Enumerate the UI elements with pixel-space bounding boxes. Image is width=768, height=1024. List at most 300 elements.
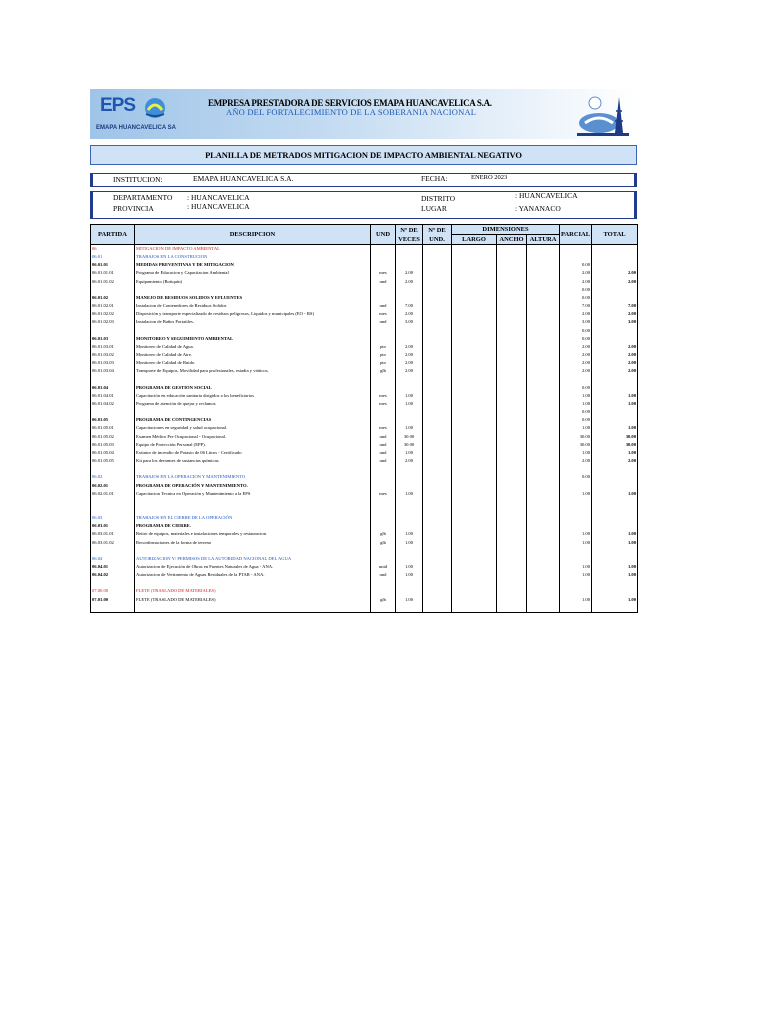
ancho-cell	[497, 441, 527, 449]
altura-cell	[527, 351, 560, 359]
table-row	[91, 571, 638, 579]
n-und-cell	[423, 498, 452, 506]
descripcion-cell: Transporte de Equipos, Movilidad para profesionales, estadia y viáticos.	[135, 367, 371, 375]
total-cell: 1.00	[592, 539, 638, 547]
distrito-label: DISTRITO	[421, 194, 456, 203]
tower-emblem-icon	[575, 93, 633, 137]
descripcion-cell: TRABAJOS EN LA CONSTRUCION	[135, 253, 371, 261]
und-cell	[371, 506, 396, 514]
largo-cell	[452, 286, 497, 294]
largo-cell	[452, 490, 497, 498]
n-veces-cell	[396, 482, 423, 490]
descripcion-cell	[135, 376, 371, 384]
largo-cell	[452, 547, 497, 555]
descripcion-cell: Monitoreo de Calidad de Ruido.	[135, 359, 371, 367]
n-und-cell	[423, 278, 452, 286]
table-row	[91, 302, 638, 310]
n-und-cell	[423, 441, 452, 449]
n-veces-cell	[396, 261, 423, 269]
n-und-cell	[423, 457, 452, 465]
largo-cell	[452, 506, 497, 514]
table-row	[91, 269, 638, 277]
total-cell: 2.00	[592, 359, 638, 367]
und-cell: unid	[371, 563, 396, 571]
parcial-cell	[560, 245, 592, 254]
provincia-value: : HUANCAVELICA	[187, 202, 250, 211]
n-und-cell	[423, 587, 452, 595]
water-drop-icon	[140, 96, 170, 120]
descripcion-cell	[135, 604, 371, 613]
ancho-cell	[497, 424, 527, 432]
und-cell: und	[371, 318, 396, 326]
table-row	[91, 359, 638, 367]
largo-cell	[452, 555, 497, 563]
ancho-cell	[497, 376, 527, 384]
largo-cell	[452, 359, 497, 367]
table-row	[91, 530, 638, 538]
n-veces-cell: 2.00	[396, 359, 423, 367]
partida-cell: 06.04.01	[91, 563, 135, 571]
ancho-cell	[497, 416, 527, 424]
largo-cell	[452, 530, 497, 538]
und-cell	[371, 465, 396, 473]
und-cell: glb	[371, 367, 396, 375]
partida-cell: 06.01.05.02	[91, 433, 135, 441]
partida-cell: 06.01.03.03	[91, 359, 135, 367]
parcial-cell	[560, 587, 592, 595]
partida-cell: 06.01.03.02	[91, 351, 135, 359]
total-cell	[592, 245, 638, 254]
und-cell	[371, 335, 396, 343]
parcial-cell	[560, 465, 592, 473]
table-row	[91, 473, 638, 481]
lugar-label: LUGAR	[421, 204, 447, 213]
n-und-cell	[423, 286, 452, 294]
table-row	[91, 424, 638, 432]
n-veces-cell	[396, 327, 423, 335]
total-cell	[592, 579, 638, 587]
parcial-cell: 0.00	[560, 335, 592, 343]
altura-cell	[527, 522, 560, 530]
ancho-cell	[497, 343, 527, 351]
altura-cell	[527, 310, 560, 318]
descripcion-cell: PROGRAMA DE GESTION SOCIAL	[135, 384, 371, 392]
n-und-cell	[423, 449, 452, 457]
altura-cell	[527, 416, 560, 424]
partida-cell: 06.01.02.03	[91, 318, 135, 326]
und-cell: mes	[371, 269, 396, 277]
table-row	[91, 367, 638, 375]
altura-cell	[527, 318, 560, 326]
total-cell	[592, 327, 638, 335]
largo-cell	[452, 571, 497, 579]
col-descripcion: DESCRIPCION	[135, 225, 371, 245]
ancho-cell	[497, 359, 527, 367]
altura-cell	[527, 367, 560, 375]
table-body	[91, 245, 638, 613]
und-cell	[371, 498, 396, 506]
largo-cell	[452, 457, 497, 465]
total-cell	[592, 498, 638, 506]
und-cell	[371, 408, 396, 416]
largo-cell	[452, 596, 497, 604]
descripcion-cell: Equipamiento (Botiquín)	[135, 278, 371, 286]
altura-cell	[527, 359, 560, 367]
table-row	[91, 416, 638, 424]
parcial-cell	[560, 547, 592, 555]
und-cell: und	[371, 571, 396, 579]
largo-cell	[452, 269, 497, 277]
table-row	[91, 261, 638, 269]
partida-cell: 06.03	[91, 514, 135, 522]
altura-cell	[527, 400, 560, 408]
n-veces-cell: 2.00	[396, 367, 423, 375]
partida-cell: 06.01.05.01	[91, 424, 135, 432]
n-und-cell	[423, 392, 452, 400]
parcial-cell: 2.00	[560, 343, 592, 351]
col-total: TOTAL	[592, 225, 638, 245]
n-und-cell	[423, 433, 452, 441]
regional-emblem	[575, 93, 633, 137]
table-row	[91, 457, 638, 465]
und-cell	[371, 482, 396, 490]
n-und-cell	[423, 261, 452, 269]
table-row	[91, 498, 638, 506]
ancho-cell	[497, 392, 527, 400]
n-und-cell	[423, 376, 452, 384]
parcial-cell: 0.00	[560, 408, 592, 416]
und-cell: und	[371, 441, 396, 449]
parcial-cell	[560, 482, 592, 490]
partida-cell: 06	[91, 245, 135, 254]
ancho-cell	[497, 522, 527, 530]
parcial-cell	[560, 498, 592, 506]
parcial-cell: 0.00	[560, 261, 592, 269]
provincia-label: PROVINCIA	[113, 204, 154, 213]
n-und-cell	[423, 571, 452, 579]
partida-cell: 07.00.00	[91, 587, 135, 595]
ancho-cell	[497, 579, 527, 587]
parcial-cell: 1.00	[560, 596, 592, 604]
descripcion-cell: Autorizacion de Ejecución de Obras en Fuentes Naturales de Agua - ANA.	[135, 563, 371, 571]
n-und-cell	[423, 604, 452, 613]
n-und-cell	[423, 522, 452, 530]
eps-logo-text: EPS	[100, 95, 136, 116]
largo-cell	[452, 367, 497, 375]
total-cell	[592, 514, 638, 522]
location-block	[90, 191, 637, 219]
und-cell	[371, 547, 396, 555]
table-row	[91, 449, 638, 457]
parcial-cell: 0.00	[560, 384, 592, 392]
descripcion-cell: MONITOREO Y SEGUIMIENTO AMBIENTAL	[135, 335, 371, 343]
table-row	[91, 392, 638, 400]
parcial-cell: 0.00	[560, 473, 592, 481]
und-cell: und	[371, 302, 396, 310]
descripcion-cell: TRABAJOS EN LA OPERACION Y MANTENIMIENTO	[135, 473, 371, 481]
table-row	[91, 376, 638, 384]
und-cell: pto	[371, 351, 396, 359]
n-veces-cell	[396, 498, 423, 506]
parcial-cell: 1.00	[560, 392, 592, 400]
table-row	[91, 555, 638, 563]
total-cell: 2.00	[592, 343, 638, 351]
altura-cell	[527, 563, 560, 571]
table-row	[91, 522, 638, 530]
n-veces-cell: 1.00	[396, 449, 423, 457]
n-und-cell	[423, 514, 452, 522]
institucion-value: EMAPA HUANCAVELICA S.A.	[193, 174, 294, 183]
descripcion-cell: Instalacion de Baños Portatiles.	[135, 318, 371, 326]
n-und-cell	[423, 367, 452, 375]
total-cell	[592, 465, 638, 473]
parcial-cell	[560, 506, 592, 514]
parcial-cell	[560, 579, 592, 587]
altura-cell	[527, 408, 560, 416]
und-cell	[371, 579, 396, 587]
descripcion-cell: Monitoreo de Calidad de Agua.	[135, 343, 371, 351]
table-row	[91, 343, 638, 351]
n-und-cell	[423, 294, 452, 302]
ancho-cell	[497, 384, 527, 392]
partida-cell: 06.01.03.01	[91, 343, 135, 351]
n-und-cell	[423, 343, 452, 351]
n-veces-cell	[396, 555, 423, 563]
table-row	[91, 433, 638, 441]
partida-cell: 06.01.02	[91, 294, 135, 302]
parcial-cell: 30.00	[560, 441, 592, 449]
total-cell	[592, 376, 638, 384]
ancho-cell	[497, 253, 527, 261]
descripcion-cell: Reconfirmaciones de la forma de terreno	[135, 539, 371, 547]
largo-cell	[452, 384, 497, 392]
altura-cell	[527, 571, 560, 579]
altura-cell	[527, 335, 560, 343]
largo-cell	[452, 416, 497, 424]
ancho-cell	[497, 335, 527, 343]
parcial-cell: 1.00	[560, 563, 592, 571]
altura-cell	[527, 327, 560, 335]
partida-cell: 06.01	[91, 253, 135, 261]
n-und-cell	[423, 579, 452, 587]
parcial-cell: 1.00	[560, 539, 592, 547]
n-und-cell	[423, 327, 452, 335]
descripcion-cell	[135, 498, 371, 506]
eps-logo-caption: EMAPA HUANCAVELICA SA	[96, 125, 177, 131]
parcial-cell: 2.00	[560, 367, 592, 375]
n-und-cell	[423, 400, 452, 408]
ancho-cell	[497, 261, 527, 269]
descripcion-cell: PROGRAMA DE CIERRE.	[135, 522, 371, 530]
total-cell	[592, 547, 638, 555]
altura-cell	[527, 587, 560, 595]
und-cell: und	[371, 278, 396, 286]
parcial-cell: 2.00	[560, 457, 592, 465]
ancho-cell	[497, 506, 527, 514]
descripcion-cell: Monitoreo de Calidad de Aire.	[135, 351, 371, 359]
total-cell	[592, 522, 638, 530]
table-row	[91, 547, 638, 555]
n-veces-cell	[396, 376, 423, 384]
n-und-cell	[423, 359, 452, 367]
document-sheet	[90, 89, 637, 613]
total-cell	[592, 604, 638, 613]
n-veces-cell: 2.00	[396, 278, 423, 286]
ancho-cell	[497, 433, 527, 441]
und-cell	[371, 555, 396, 563]
col-largo: LARGO	[452, 235, 497, 245]
und-cell: mes	[371, 424, 396, 432]
partida-cell: 06.01.03	[91, 335, 135, 343]
und-cell	[371, 286, 396, 294]
ancho-cell	[497, 465, 527, 473]
total-cell: 2.00	[592, 269, 638, 277]
total-cell: 7.00	[592, 302, 638, 310]
table-row	[91, 506, 638, 514]
partida-cell: 06.01.01	[91, 261, 135, 269]
descripcion-cell: Instalacion de Contenedores de Residuos Solidos	[135, 302, 371, 310]
n-veces-cell: 1.00	[396, 539, 423, 547]
descripcion-cell	[135, 547, 371, 555]
descripcion-cell: Kit para los derrames de sustancias químicas.	[135, 457, 371, 465]
n-und-cell	[423, 547, 452, 555]
n-veces-cell	[396, 465, 423, 473]
largo-cell	[452, 424, 497, 432]
largo-cell	[452, 335, 497, 343]
largo-cell	[452, 604, 497, 613]
und-cell	[371, 327, 396, 335]
descripcion-cell: Capacitación en educación sanitaria dirigidos a los beneficiarios	[135, 392, 371, 400]
n-und-cell	[423, 424, 452, 432]
altura-cell	[527, 506, 560, 514]
n-veces-cell	[396, 604, 423, 613]
n-und-cell	[423, 555, 452, 563]
descripcion-cell: Programa de atención de quejas y reclamos	[135, 400, 371, 408]
table-row	[91, 400, 638, 408]
partida-cell: 06.01.01.02	[91, 278, 135, 286]
partida-cell: 06.03.01	[91, 522, 135, 530]
und-cell	[371, 376, 396, 384]
n-und-cell	[423, 506, 452, 514]
altura-cell	[527, 278, 560, 286]
total-cell: 1.00	[592, 400, 638, 408]
table-row	[91, 579, 638, 587]
col-und: UND	[371, 225, 396, 245]
altura-cell	[527, 539, 560, 547]
total-cell: 30.00	[592, 441, 638, 449]
company-name: EMPRESA PRESTADORA DE SERVICIOS EMAPA HUANCAVELICA S.A.	[208, 98, 492, 108]
n-veces-cell	[396, 408, 423, 416]
metrados-table	[90, 224, 638, 613]
partida-cell	[91, 286, 135, 294]
descripcion-cell: Disposición y transporte especializado de residuos peligrosos, Liquidos y municipales (EO - RS)	[135, 310, 371, 318]
partida-cell: 07.01.00	[91, 596, 135, 604]
parcial-cell	[560, 522, 592, 530]
parcial-cell	[560, 514, 592, 522]
total-cell	[592, 261, 638, 269]
parcial-cell: 0.00	[560, 294, 592, 302]
institucion-label: INSTITUCION:	[113, 175, 163, 184]
n-veces-cell: 3.00	[396, 318, 423, 326]
ancho-cell	[497, 530, 527, 538]
und-cell: glb	[371, 596, 396, 604]
partida-cell: 06.01.05	[91, 416, 135, 424]
table-row	[91, 335, 638, 343]
partida-cell	[91, 604, 135, 613]
total-cell	[592, 253, 638, 261]
n-und-cell	[423, 482, 452, 490]
total-cell: 1.00	[592, 392, 638, 400]
total-cell: 1.00	[592, 424, 638, 432]
ancho-cell	[497, 269, 527, 277]
descripcion-cell: Programa de Educacion y Capacitacion Ambiental	[135, 269, 371, 277]
partida-cell	[91, 376, 135, 384]
partida-cell	[91, 547, 135, 555]
n-und-cell	[423, 302, 452, 310]
parcial-cell: 0.00	[560, 416, 592, 424]
n-veces-cell: 2.00	[396, 457, 423, 465]
total-cell: 1.00	[592, 449, 638, 457]
altura-cell	[527, 376, 560, 384]
und-cell: glb	[371, 530, 396, 538]
partida-cell: 06.04.02	[91, 571, 135, 579]
altura-cell	[527, 424, 560, 432]
total-cell: 2.00	[592, 457, 638, 465]
table-row	[91, 245, 638, 254]
altura-cell	[527, 343, 560, 351]
n-und-cell	[423, 269, 452, 277]
und-cell: mes	[371, 310, 396, 318]
altura-cell	[527, 473, 560, 481]
n-und-cell	[423, 473, 452, 481]
partida-cell	[91, 498, 135, 506]
n-veces-cell: 1.00	[396, 571, 423, 579]
n-veces-cell	[396, 522, 423, 530]
ancho-cell	[497, 294, 527, 302]
partida-cell	[91, 579, 135, 587]
largo-cell	[452, 408, 497, 416]
altura-cell	[527, 392, 560, 400]
document-title: PLANILLA DE METRADOS MITIGACION DE IMPACTO AMBIENTAL NEGATIVO	[90, 145, 637, 165]
total-cell	[592, 506, 638, 514]
n-veces-cell: 30.00	[396, 441, 423, 449]
parcial-cell: 7.00	[560, 302, 592, 310]
descripcion-cell: Equipo de Protección Personal (EPP).	[135, 441, 371, 449]
descripcion-cell	[135, 579, 371, 587]
partida-cell: 06.01.04	[91, 384, 135, 392]
n-veces-cell: 1.00	[396, 563, 423, 571]
und-cell	[371, 294, 396, 302]
und-cell	[371, 261, 396, 269]
ancho-cell	[497, 400, 527, 408]
largo-cell	[452, 482, 497, 490]
n-veces-cell: 1.00	[396, 392, 423, 400]
und-cell: mes	[371, 392, 396, 400]
total-cell	[592, 408, 638, 416]
largo-cell	[452, 245, 497, 254]
partida-cell: 06.01.05.05	[91, 457, 135, 465]
parcial-cell: 1.00	[560, 490, 592, 498]
ancho-cell	[497, 482, 527, 490]
n-veces-cell	[396, 335, 423, 343]
altura-cell	[527, 579, 560, 587]
table-row	[91, 318, 638, 326]
descripcion-cell	[135, 327, 371, 335]
altura-cell	[527, 490, 560, 498]
und-cell	[371, 416, 396, 424]
ancho-cell	[497, 604, 527, 613]
altura-cell	[527, 261, 560, 269]
